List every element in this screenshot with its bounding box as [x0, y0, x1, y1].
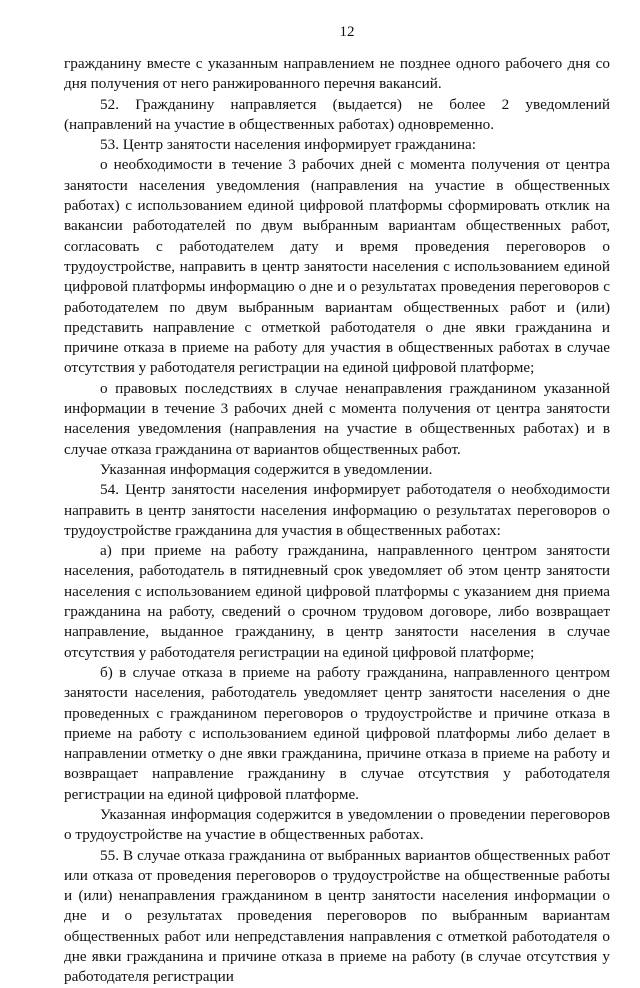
document-body	[64, 54, 610, 988]
paragraph: Указанная информация содержится в уведомлении о проведении переговоров о трудоустройстве на участие в общественных работах.	[64, 805, 610, 844]
paragraph: 54. Центр занятости населения информирует работодателя о необходимости направить в центр занятости населения информацию о результатах переговоров о трудоустройстве гражданина для участия в общественных работах:	[64, 481, 610, 539]
paragraph: 53. Центр занятости населения информирует гражданина:	[100, 136, 476, 154]
paragraph: о правовых последствиях в случае ненаправления гражданином указанной информации в течение 3 рабочих дней с момента получения от центра занятости населения уведомления (направления на участие в общественных работах) и в случае отказа гражданина от вариантов общественных работ.	[64, 379, 610, 458]
paragraph: Указанная информация содержится в уведомлении.	[100, 460, 433, 478]
page-number: 12	[339, 24, 355, 40]
paragraph: б) в случае отказа в приеме на работу гражданина, направленного центром занятости населения, работодатель уведомляет центр занятости населения о дне проведенных с гражданином переговоров о трудоустройстве и причине отказа в приеме на работу с использованием единой цифровой платформы либо делает в направлении отметку о дне явки гражданина, причине отказа в приеме на работу и возвращает направление гражданину в случае отсутствия у работодателя регистрации на единой цифровой платформе.	[64, 663, 610, 803]
paragraph: 52. Гражданину направляется (выдается) не более 2 уведомлений (направлений на участие в общественных работах) одновременно.	[64, 95, 610, 133]
paragraph: гражданину вместе с указанным направлением не позднее одного рабочего дня со дня получения от него ранжированного перечня вакансий.	[64, 55, 610, 93]
paragraph: 55. В случае отказа гражданина от выбранных вариантов общественных работ или отказа от проведения переговоров о трудоустройстве на общественные работы и (или) ненаправления гражданином в центр занятости населения информации о дне и о результатах проведения переговоров по выбранным вариантам общественных работ или непредставления направления с отметкой работодателя о дне явки гражданина и причине отказа в приеме на работу (в случае отсутствия у работодателя регистрации	[64, 846, 610, 986]
paragraph: а) при приеме на работу гражданина, направленного центром занятости населения, работодатель в пятидневный срок уведомляет об этом центр занятости населения с использованием единой цифровой платформы с указанием дня приема гражданина на работу, сведений о срочном трудовом договоре, либо возвращает направление, выданное гражданину, в центр занятости населения в случае отсутствия у работодателя регистрации на единой цифровой платформе;	[64, 542, 610, 661]
paragraph: о необходимости в течение 3 рабочих дней с момента получения от центра занятости населения уведомления (направления на участие в общественных работах) с использованием единой цифровой платформы сформировать отклик на вакансии работодателей по двум выбранным вариантам общественных работ, согласовать с работодателем дату и время проведения переговоров о трудоустройстве, направить в центр занятости населения с использованием единой цифровой платформы информацию о дне и о результатах проведения переговоров с работодателем по двум выбранным вариантам общественных работ и (или) представить направление с отметкой работодателя о дне явки гражданина и причине отказа в приеме на работу для участия в общественных работах в случае отсутствия у работодателя регистрации на единой цифровой платформе;	[64, 156, 610, 377]
